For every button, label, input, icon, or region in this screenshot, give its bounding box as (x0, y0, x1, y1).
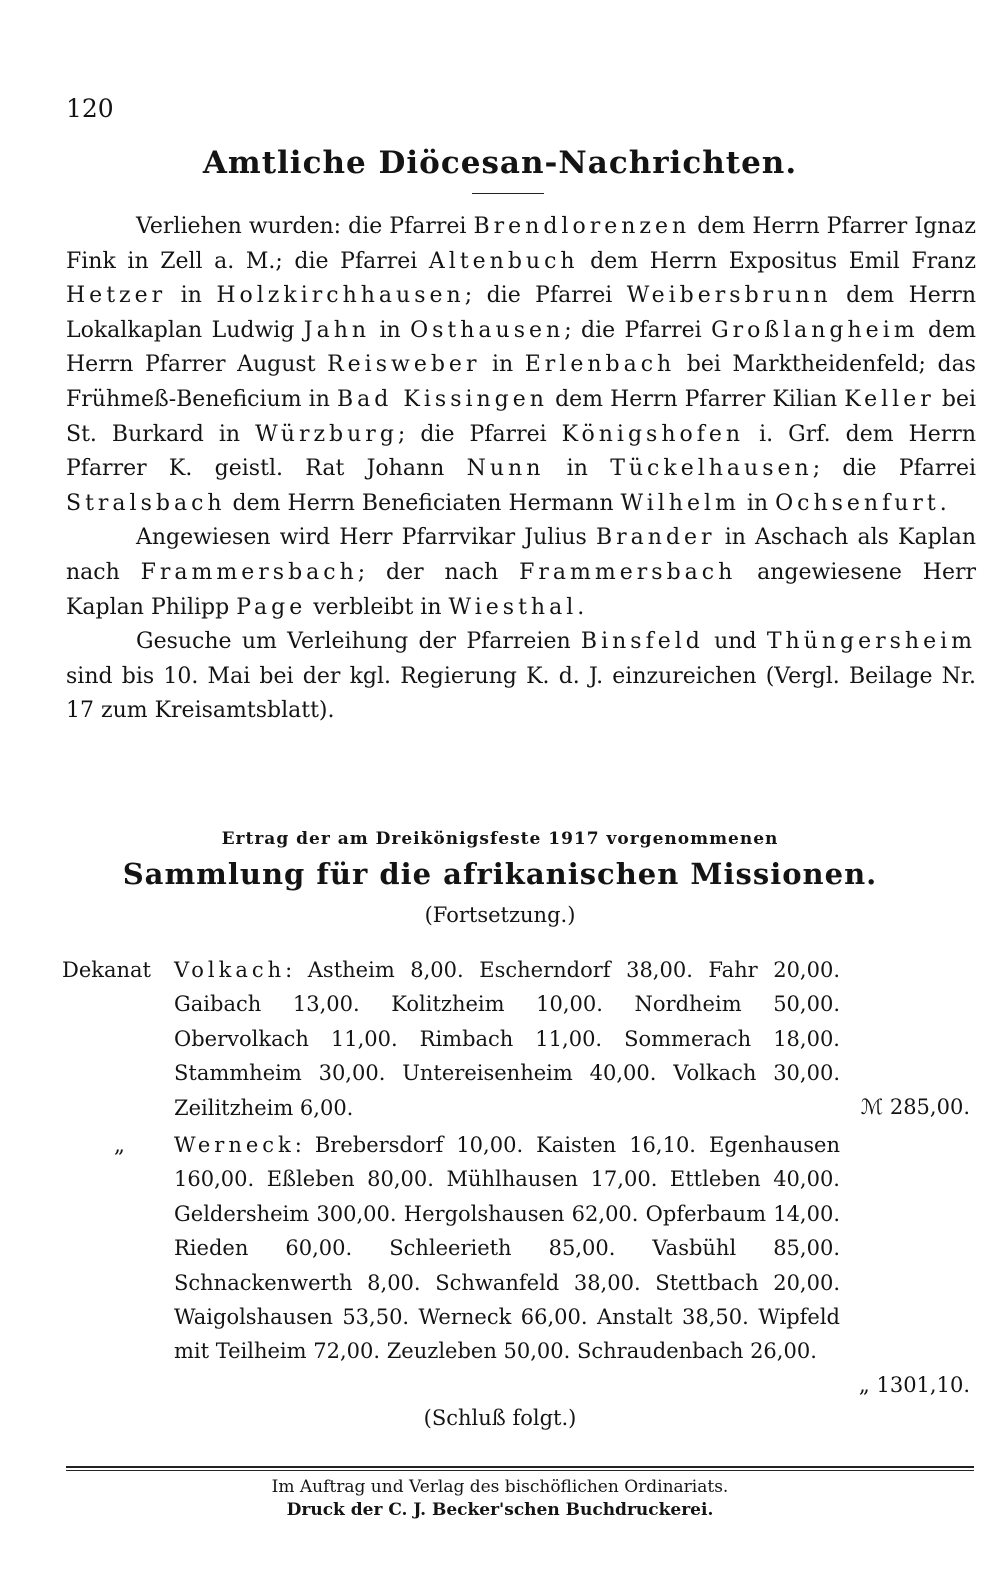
deanery-total: „ 1301,10. (858, 1373, 970, 1397)
page-title: Amtliche Diöcesan-Nachrichten. (202, 145, 798, 181)
footer-divider (66, 1466, 974, 1468)
continuation-note: (Fortsetzung.) (424, 903, 576, 927)
imprint-printer: Druck der C. J. Becker'schen Buchdruckerei. (286, 1500, 714, 1520)
deanery-donations: Werneck: Brebersdorf 10,00. Kaisten 16,10. Egenhausen 160,00. Eßleben 80,00. Mühlhausen 17,00. Ettleben 40,00. Geldersheim 300,00. Hergolshausen 62,00. Opferbaum 14,00. Rieden 60,00. Schleerieth 85,00. Vasbühl 85,00. Schnackenwerth 8,00. Schwanfeld 38,00. Stettbach 20,00. Waigolshausen 53,50. Werneck 66,00. Anstalt 38,50. Wipfeld mit Teilheim 72,00. Zeuzleben 50,00. Schraudenbach 26,00. (174, 1133, 840, 1364)
deanery-total: ℳ 285,00. (860, 1095, 970, 1119)
collection-title: Sammlung für die afrikanischen Missionen. (122, 857, 878, 891)
page-number: 120 (66, 94, 114, 123)
appointments-paragraph: Verliehen wurden: die Pfarrei Brendlorenzen dem Herrn Pfarrer Ignaz Fink in Zell a. M.; die Pfarrei Altenbuch dem Herrn Expositus Emil Franz Hetzer in Holzkirchhausen; die Pfarrei Weibersbrunn dem Herrn Lokalkaplan Ludwig Jahn in Osthausen; die Pfarrei Großlangheim dem Herrn Pfarrer August Reisweber in Erlenbach bei Marktheidenfeld; das Frühmeß-Beneficium in Bad Kissingen dem Herrn Pfarrer Kilian Keller bei St. Burkard in Würzburg; die Pfarrei Königshofen i. Grf. dem Herrn Pfarrer K. geistl. Rat Johann Nunn in Tückelhausen; die Pfarrei Stralsbach dem Herrn Beneficiaten Hermann Wilhelm in Ochsenfurt. (66, 214, 976, 516)
applications-paragraph: Gesuche um Verleihung der Pfarreien Binsfeld und Thüngersheim sind bis 10. Mai bei der kgl. Regierung K. d. J. einzureichen (Vergl. Beilage Nr. 17 zum Kreisamtsblatt). (66, 629, 976, 724)
deanery-label: Dekanat (62, 958, 151, 982)
collection-subtitle: Ertrag der am Dreikönigsfeste 1917 vorgenommenen (221, 829, 779, 849)
deanery-entry-werneck (62, 1128, 982, 1404)
footer-divider-thin (66, 1470, 974, 1471)
assignments-paragraph: Angewiesen wird Herr Pfarrvikar Julius Brander in Aschach als Kaplan nach Frammersbach; der nach Frammersbach angewiesene Herr Kaplan Philipp Page verbleibt in Wiesthal. (66, 525, 976, 620)
title-divider (472, 193, 544, 194)
deanery-donations: Volkach: Astheim 8,00. Escherndorf 38,00. Fahr 20,00. Gaibach 13,00. Kolitzheim 10,00. Nordheim 50,00. Obervolkach 11,00. Rimbach 11,00. Sommerach 18,00. Stammheim 30,00. Untereisenheim 40,00. Volkach 30,00. Zeilitzheim 6,00. (174, 958, 840, 1120)
closing-note: (Schluß folgt.) (423, 1406, 577, 1430)
deanery-entry-volkach (62, 953, 982, 1129)
imprint-publisher: Im Auftrag und Verlag des bischöflichen Ordinariats. (271, 1477, 729, 1497)
announcements (66, 210, 976, 729)
ditto-mark: „ (114, 1133, 125, 1157)
